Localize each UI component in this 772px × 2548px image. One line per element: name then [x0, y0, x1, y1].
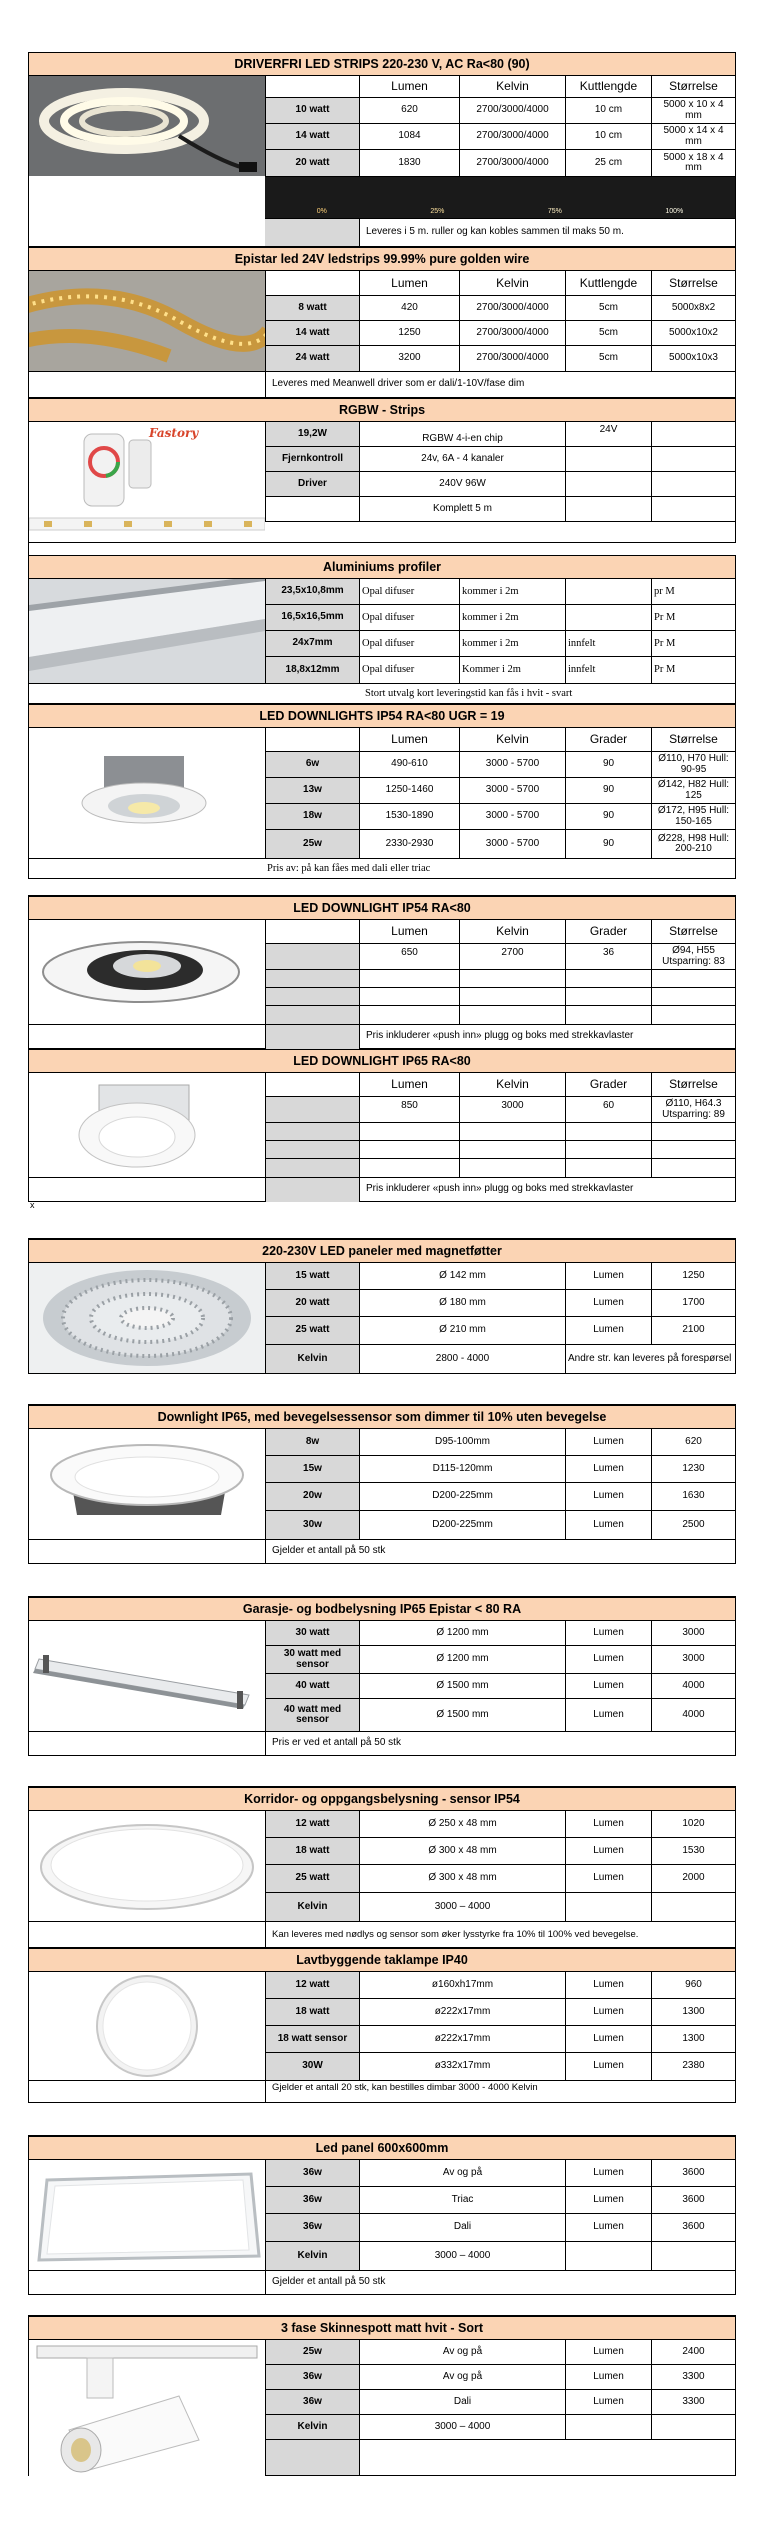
section-title: Downlight IP65, med bevegelsessensor som dimmer til 10% uten bevegelse: [29, 1405, 735, 1429]
section-led-downlights-ugr: LED DOWNLIGHTS IP54 RA<80 UGR = 19 Lumen Kelvin Grader Størrelse 6w 490-610 3000 - 5700 90 Ø110, H70 Hull: 90-95 13w 1250-1460 3000 - 5700 90 Ø142, H82 Hull: 125 18w 1530-1890 3000 - 5700 90 Ø172, H95 Hull: 150-165 25w 2330-2930 3000 - 5700 90 Ø228, H98 Hull: 200-210 Pris av: på kan fåes med dali eller triac: [28, 704, 736, 879]
section-led-downlight-ip65: LED DOWNLIGHT IP65 RA<80 Lumen Kelvin Grader Størrelse 850 3000 60 Ø110, H64.3 Utsparring: 89 Pris inkluderer «push inn» plugg og boks med strekkavlaster: [28, 1049, 736, 1202]
color-temperature-strip: 0% 25% 75% 100%: [265, 176, 735, 218]
section-epistar-ledstrips: Epistar led 24V ledstrips 99.99% pure golden wire Lumen Kelvin Kuttlengde Størrelse 8 watt 420 2700/3000/4000 5cm 5000x8x2 14 watt 1250 2700/3000/4000 5cm 5000x10x2 24 watt 3200 2700/3000/4000 5cm 5000x10x3 Leveres med Meanwell driver som er dali/1-10V/fase dim: [28, 247, 736, 398]
table-row: Kelvin 3000 – 4000: [265, 1893, 735, 1921]
section-title: Aluminiums profiler: [29, 555, 735, 579]
table-row: 15w D115-120mm Lumen 1230: [265, 1456, 735, 1483]
table-row: Driver 240V 96W: [265, 472, 735, 497]
fastory-logo: Fastory: [149, 426, 199, 440]
sensor-downlight-image: [29, 1429, 265, 1539]
note: Pris inkluderer «push inn» plugg og boks med strekkavlaster: [359, 1178, 735, 1201]
table-row: 25w 2330-2930 3000 - 5700 90 Ø228, H98 Hull: 200-210: [265, 830, 735, 858]
table-row: Kelvin 2800 - 4000 Andre str. kan leveres på forespørsel: [265, 1345, 735, 1373]
table-row: 8 watt 420 2700/3000/4000 5cm 5000x8x2: [265, 296, 735, 321]
section-driverfri-led-strips: [28, 52, 736, 247]
section-title: Led panel 600x600mm: [29, 2136, 735, 2160]
section-rgbw-strips: [28, 398, 736, 543]
table-row: 18,8x12mm Opal difuser Kommer i 2m innfelt Pr M: [265, 657, 735, 683]
ip65-downlight-image: [29, 1073, 265, 1177]
header-size: Størrelse: [651, 76, 735, 97]
table-row: 36w Dali Lumen 3300: [265, 2390, 735, 2415]
table-row: 24x7mm Opal difuser kommer i 2m innfelt Pr M: [265, 631, 735, 657]
table-row: 14 watt 1084 2700/3000/4000 10 cm 5000 x 14 x 4 mm: [265, 124, 735, 150]
section-title: 3 fase Skinnespott matt hvit - Sort: [29, 2316, 735, 2340]
table-row: 25 watt Ø 300 x 48 mm Lumen 2000: [265, 1865, 735, 1893]
round-ceiling-light-image: [29, 1811, 265, 1921]
table-row: 10 watt 620 2700/3000/4000 10 cm 5000 x 10 x 4 mm: [265, 98, 735, 124]
section-title: LED DOWNLIGHTS IP54 RA<80 UGR = 19: [29, 704, 735, 728]
note: Gjelder et antall på 50 stk: [265, 2271, 735, 2294]
section-garage-lighting: [28, 1596, 736, 1756]
section-title: Korridor- og oppgangsbelysning - sensor IP54: [29, 1787, 735, 1811]
table-row: 15 watt Ø 142 mm Lumen 1250: [265, 1263, 735, 1290]
note: Stort utvalg kort leveringstid kan fås i hvit - svart: [365, 687, 573, 699]
header-cut-length: Kuttlengde: [565, 76, 651, 97]
table-row: Kelvin 3000 – 4000: [265, 2242, 735, 2270]
table-row: 20w D200-225mm Lumen 1630: [265, 1483, 735, 1511]
downlight-image: [29, 728, 265, 858]
section-title: LED DOWNLIGHT IP65 RA<80: [29, 1049, 735, 1073]
table-row: 18 watt sensor ø222x17mm Lumen 1300: [265, 2026, 735, 2053]
garage-batten-light-image: [29, 1621, 265, 1731]
table-row: 40 watt med sensor Ø 1500 mm Lumen 4000: [265, 1699, 735, 1731]
header-lumen: Lumen: [359, 76, 459, 97]
gimbal-downlight-image: [29, 920, 265, 1024]
section-led-panel-600: [28, 2135, 736, 2295]
section-title: Garasje- og bodbelysning IP65 Epistar < 80 RA: [29, 1597, 735, 1621]
section-title: Epistar led 24V ledstrips 99.99% pure golden wire: [29, 247, 735, 271]
section-led-downlight-ip54: LED DOWNLIGHT IP54 RA<80 Lumen Kelvin Grader Størrelse 650 2700 36 Ø94, H55 Utsparring: 83 Pris inkluderer «push inn» plugg og boks med strekkavlaster: [28, 895, 736, 1049]
table-row: 650 2700 36 Ø94, H55 Utsparring: 83: [265, 944, 735, 970]
flat-ceiling-lamp-image: [29, 1972, 265, 2080]
price-sheet: [28, 52, 736, 2476]
rgbw-strip-kit-image: [29, 422, 265, 542]
table-row: 13w 1250-1460 3000 - 5700 90 Ø142, H82 Hull: 125: [265, 778, 735, 804]
table-row: 8w D95-100mm Lumen 620: [265, 1429, 735, 1456]
table-row: 36w Av og på Lumen 3300: [265, 2365, 735, 2390]
section-low-profile-ceiling-lamp: [28, 1948, 736, 2103]
note: Pris inkluderer «push inn» plugg og boks med strekkavlaster: [359, 1025, 735, 1048]
section-aluminium-profiles: [28, 555, 736, 704]
note: Gjelder et antall på 50 stk: [265, 1540, 735, 1563]
stray-mark: x: [30, 1200, 35, 1210]
table-row: 40 watt Ø 1500 mm Lumen 4000: [265, 1674, 735, 1699]
aluminium-profile-image: [29, 579, 265, 683]
table-row: 12 watt ø160xh17mm Lumen 960: [265, 1972, 735, 1999]
table-row: 18 watt Ø 300 x 48 mm Lumen 1530: [265, 1838, 735, 1865]
note: Pris av: på kan fåes med dali eller triac: [267, 862, 431, 874]
table-row: 18 watt ø222x17mm Lumen 1300: [265, 1999, 735, 2026]
table-row: 16,5x16,5mm Opal difuser kommer i 2m Pr M: [265, 605, 735, 631]
table-row: 6w 490-610 3000 - 5700 90 Ø110, H70 Hull: 90-95: [265, 752, 735, 778]
table-row: 24 watt 3200 2700/3000/4000 5cm 5000x10x3: [265, 346, 735, 371]
note: Leveres med Meanwell driver som er dali/1-10V/fase dim: [265, 372, 735, 397]
table-row: 25w Av og på Lumen 2400: [265, 2340, 735, 2365]
note: Gjelder et antall 20 stk, kan bestilles dimbar 3000 - 4000 Kelvin: [265, 2081, 735, 2102]
section-title: LED DOWNLIGHT IP54 RA<80: [29, 896, 735, 920]
table-row: 30 watt Ø 1200 mm Lumen 3000: [265, 1621, 735, 1646]
section-led-panels-magnetic: [28, 1238, 736, 1374]
note: Leveres i 5 m. ruller og kan kobles sammen til maks 50 m.: [359, 219, 735, 246]
table-row: 25 watt Ø 210 mm Lumen 2100: [265, 1317, 735, 1345]
table-row: 30 watt med sensor Ø 1200 mm Lumen 3000: [265, 1646, 735, 1674]
table-row: Fjernkontroll 24v, 6A - 4 kanaler: [265, 447, 735, 472]
table-row: 30W ø332x17mm Lumen 2380: [265, 2053, 735, 2080]
table-row: 12 watt Ø 250 x 48 mm Lumen 1020: [265, 1811, 735, 1838]
table-row: 36w Av og på Lumen 3600: [265, 2160, 735, 2187]
section-track-spotlight: [28, 2315, 736, 2476]
table-row: 36w Triac Lumen 3600: [265, 2187, 735, 2214]
track-spotlight-image: [29, 2340, 265, 2476]
table-row: 20 watt Ø 180 mm Lumen 1700: [265, 1290, 735, 1317]
table-row: 850 3000 60 Ø110, H64.3 Utsparring: 89: [265, 1097, 735, 1123]
table-row: 36w Dali Lumen 3600: [265, 2214, 735, 2242]
section-title: 220-230V LED paneler med magnetføtter: [29, 1239, 735, 1263]
section-title: RGBW - Strips: [29, 398, 735, 422]
square-led-panel-image: [29, 2160, 265, 2270]
table-row: Komplett 5 m: [265, 497, 735, 522]
table-row: Kelvin 3000 – 4000: [265, 2415, 735, 2440]
led-panel-magnetic-image: [29, 1263, 265, 1373]
section-downlight-motion-sensor: [28, 1404, 736, 1564]
table-row: 18w 1530-1890 3000 - 5700 90 Ø172, H95 Hull: 150-165: [265, 804, 735, 830]
section-title: DRIVERFRI LED STRIPS 220-230 V, AC Ra<80 (90): [29, 52, 735, 76]
table-row: 23,5x10,8mm Opal difuser kommer i 2m pr M: [265, 579, 735, 605]
header-kelvin: Kelvin: [459, 76, 565, 97]
table-row: 14 watt 1250 2700/3000/4000 5cm 5000x10x2: [265, 321, 735, 346]
led-strip-reel-image: [29, 76, 265, 176]
golden-led-strip-image: [29, 271, 265, 371]
section-corridor-lighting: [28, 1786, 736, 1948]
section-title: Lavtbyggende taklampe IP40: [29, 1948, 735, 1972]
table-row: 30w D200-225mm Lumen 2500: [265, 1511, 735, 1539]
note: Pris er ved et antall på 50 stk: [265, 1732, 735, 1755]
table-row: 20 watt 1830 2700/3000/4000 25 cm 5000 x 18 x 4 mm: [265, 150, 735, 176]
note: Kan leveres med nødlys og sensor som øker lysstyrke fra 10% til 100% ved bevegelse.: [265, 1922, 735, 1947]
table-row: 19,2W RGBW 4-i-en chip 24V: [265, 422, 735, 447]
